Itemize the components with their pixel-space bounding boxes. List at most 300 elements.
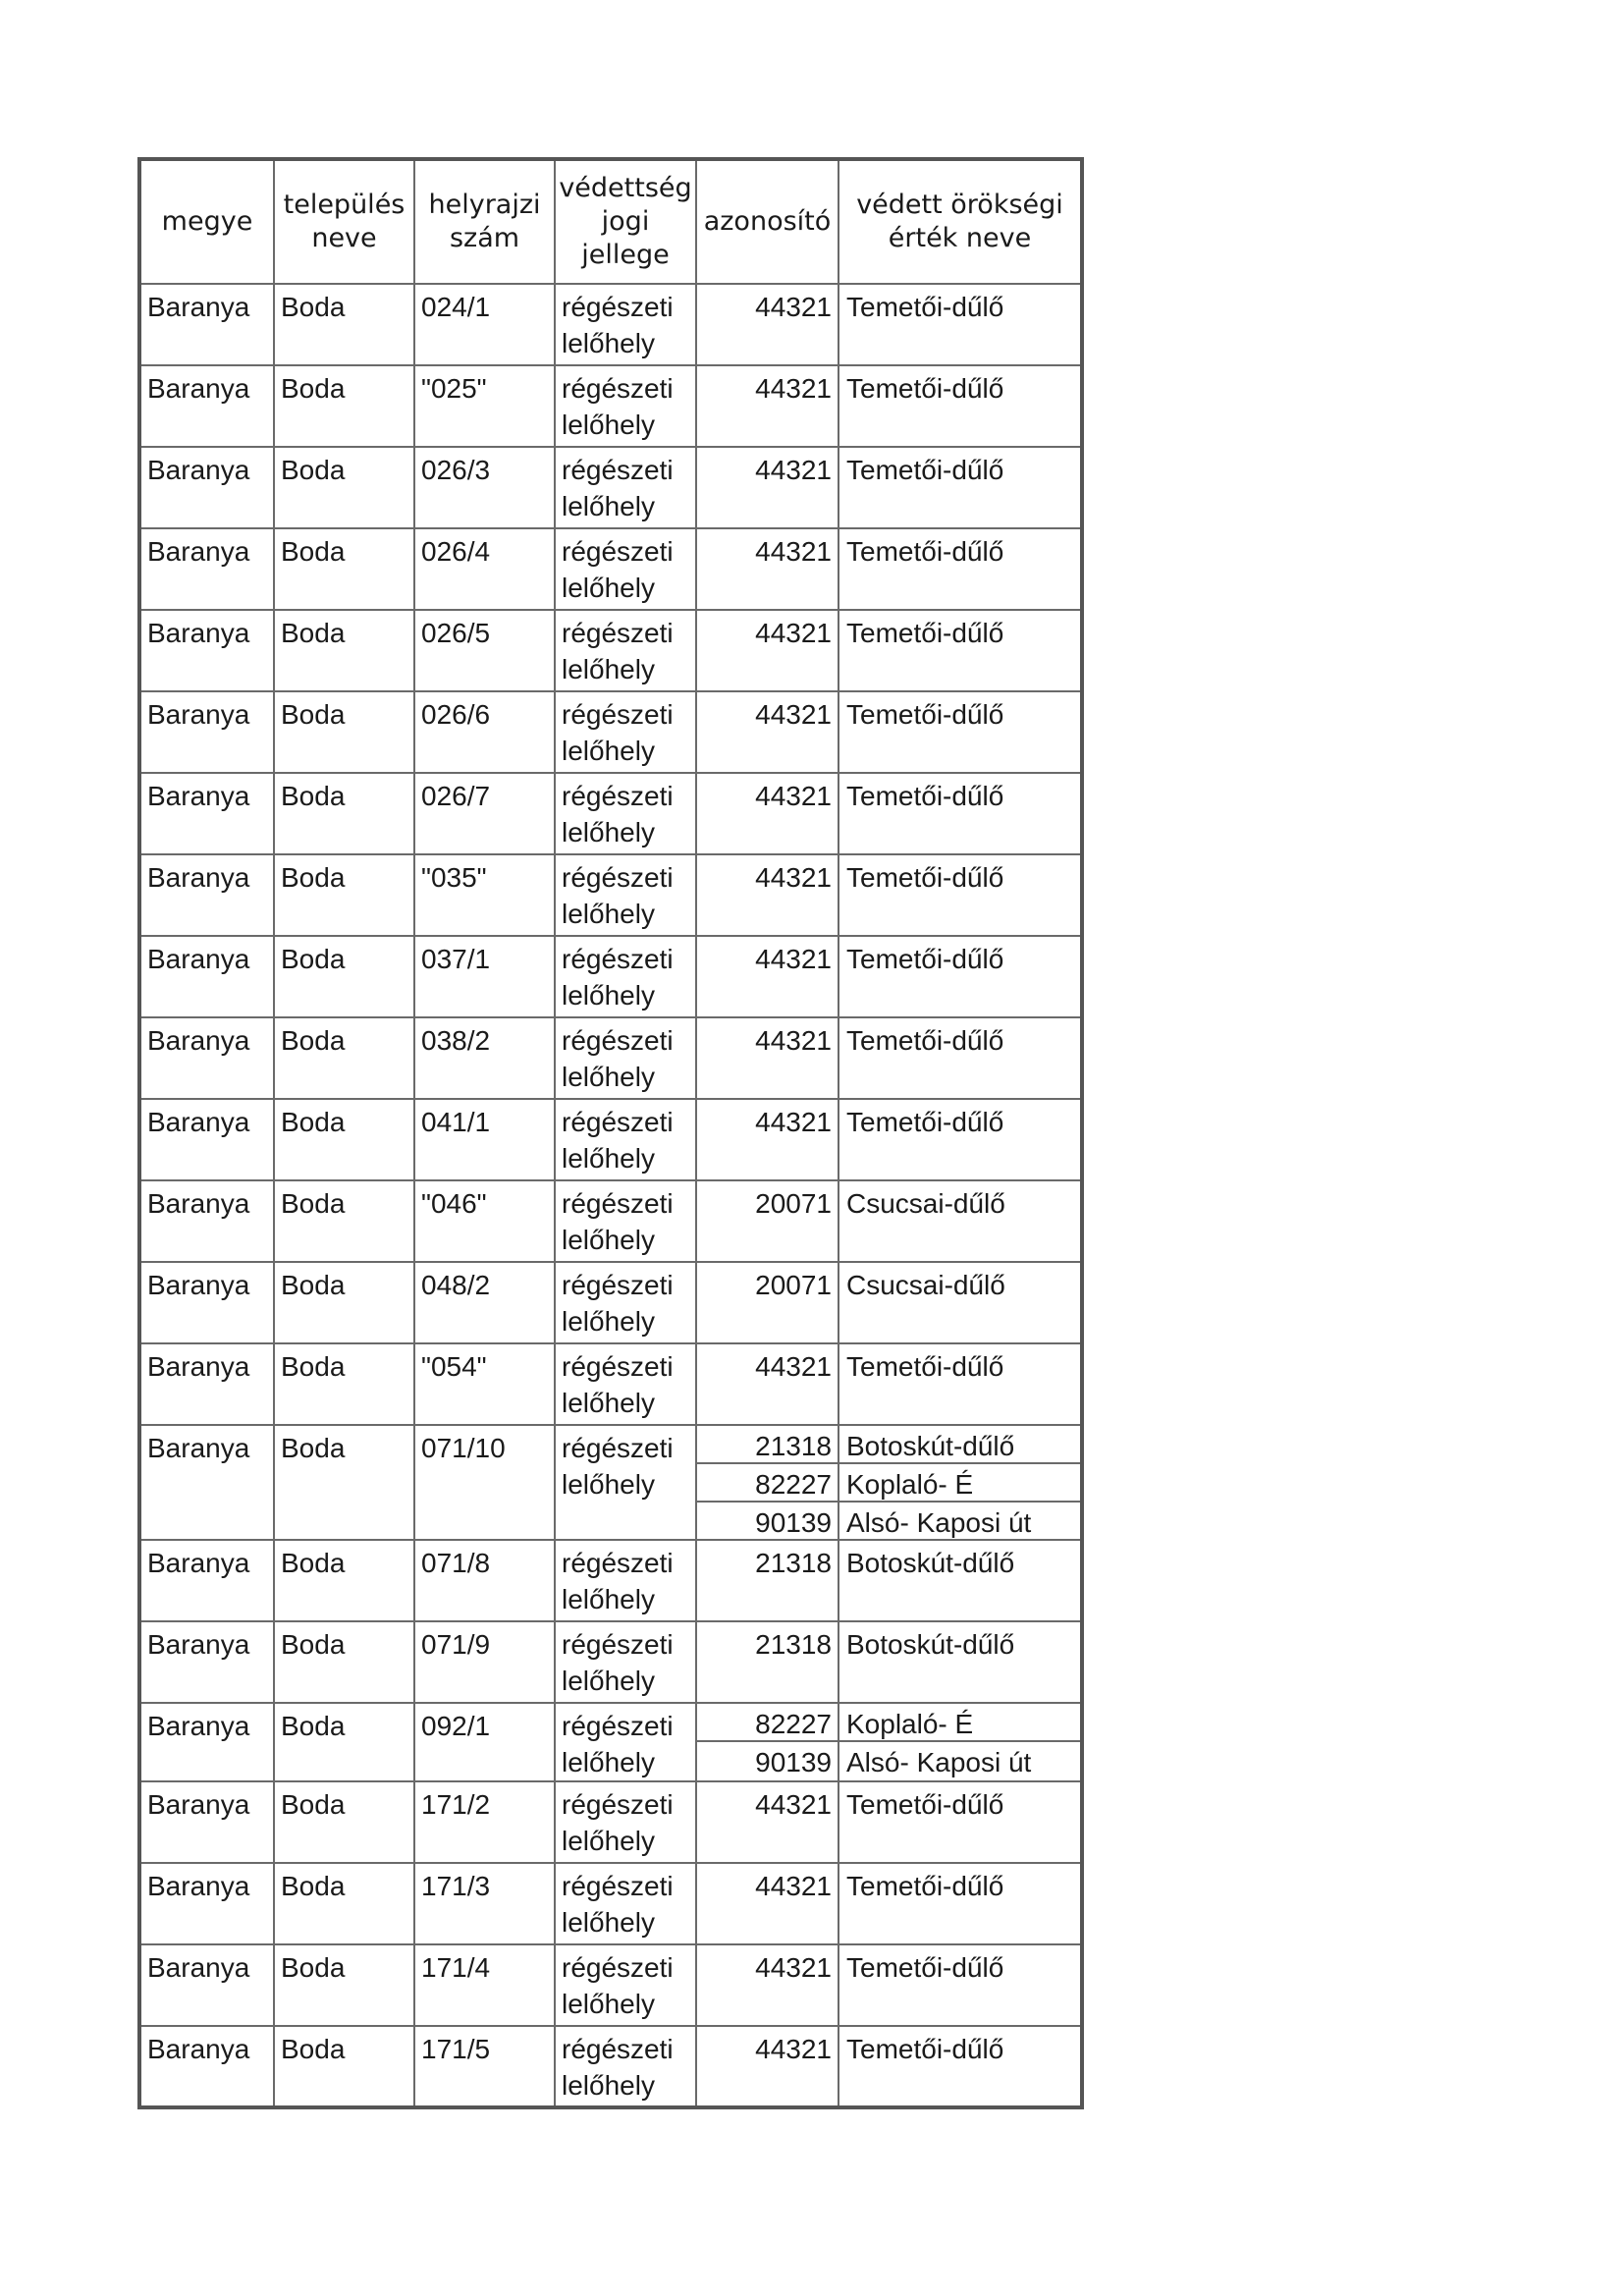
cell-ertek-neve: [839, 1180, 1082, 1262]
cell-azonosito: [696, 854, 839, 936]
cell-megye: [139, 610, 274, 691]
azonosito-entry: [697, 1501, 838, 1539]
cell-megye-text: Baranya: [147, 618, 250, 648]
ertek-neve-text: Botoskút-dűlő: [846, 1431, 1015, 1461]
header-helyrajzi-szam: helyrajzi szám: [414, 159, 555, 284]
cell-vedettseg-jelleg: [555, 610, 696, 691]
table-body: [139, 284, 1082, 2107]
cell-vedettseg-jelleg-text: régészeti lelőhely: [562, 1351, 674, 1418]
azonosito-text: 44321: [755, 292, 832, 322]
cell-megye: [139, 854, 274, 936]
ertek-neve-text: Temetői-dűlő: [846, 944, 1004, 974]
cell-megye-text: Baranya: [147, 1270, 250, 1300]
ertek-neve-text: Temetői-dűlő: [846, 1107, 1004, 1137]
cell-helyrajzi-szam-text: 071/9: [421, 1629, 491, 1660]
ertek-neve-text: Csucsai-dűlő: [846, 1270, 1005, 1300]
cell-telepules-neve: [274, 1180, 414, 1262]
cell-vedettseg-jelleg: [555, 1262, 696, 1343]
cell-helyrajzi-szam-text: 026/6: [421, 699, 491, 730]
cell-telepules-neve-text: Boda: [281, 1711, 346, 1741]
azonosito-entry: [697, 285, 838, 325]
cell-telepules-neve: [274, 365, 414, 447]
cell-telepules-neve-text: Boda: [281, 1107, 346, 1137]
azonosito-text: 82227: [755, 1709, 832, 1739]
cell-azonosito: [696, 528, 839, 610]
ertek-neve-entry: [839, 774, 1080, 814]
cell-telepules-neve: [274, 1017, 414, 1099]
cell-telepules-neve: [274, 2026, 414, 2107]
cell-helyrajzi-szam: [414, 1863, 555, 1944]
cell-ertek-neve: [839, 1099, 1082, 1180]
ertek-neve-entry: [839, 529, 1080, 570]
cell-megye: [139, 773, 274, 854]
ertek-neve-text: Temetői-dűlő: [846, 292, 1004, 322]
cell-vedettseg-jelleg: [555, 1944, 696, 2026]
azonosito-text: 44321: [755, 699, 832, 730]
cell-vedettseg-jelleg-text: régészeti lelőhely: [562, 1952, 674, 2019]
azonosito-entry: [697, 448, 838, 488]
cell-vedettseg-jelleg-text: régészeti lelőhely: [562, 373, 674, 440]
cell-helyrajzi-szam: [414, 773, 555, 854]
cell-telepules-neve-text: Boda: [281, 781, 346, 811]
cell-ertek-neve: [839, 773, 1082, 854]
cell-telepules-neve-text: Boda: [281, 2034, 346, 2064]
cell-megye: [139, 528, 274, 610]
cell-azonosito: [696, 610, 839, 691]
azonosito-text: 44321: [755, 1789, 832, 1820]
cell-telepules-neve: [274, 1262, 414, 1343]
ertek-neve-text: Temetői-dűlő: [846, 2034, 1004, 2064]
table-row: [139, 1540, 1082, 1621]
cell-vedettseg-jelleg-text: régészeti lelőhely: [562, 1629, 674, 1696]
cell-helyrajzi-szam: [414, 1099, 555, 1180]
cell-azonosito: [696, 936, 839, 1017]
cell-vedettseg-jelleg-text: régészeti lelőhely: [562, 455, 674, 521]
azonosito-entry: [697, 1740, 838, 1778]
ertek-neve-text: Alsó- Kaposi út: [846, 1747, 1032, 1777]
cell-helyrajzi-szam: [414, 1017, 555, 1099]
cell-helyrajzi-szam: [414, 1540, 555, 1621]
cell-helyrajzi-szam: [414, 1621, 555, 1703]
cell-megye-text: Baranya: [147, 944, 250, 974]
cell-megye: [139, 1180, 274, 1262]
cell-helyrajzi-szam-text: 171/5: [421, 2034, 491, 2064]
table-row: [139, 447, 1082, 528]
azonosito-text: 44321: [755, 373, 832, 404]
azonosito-text: 21318: [755, 1548, 832, 1578]
cell-vedettseg-jelleg-text: régészeti lelőhely: [562, 781, 674, 847]
cell-helyrajzi-szam: [414, 1781, 555, 1863]
cell-vedettseg-jelleg-text: régészeti lelőhely: [562, 1548, 674, 1614]
cell-vedettseg-jelleg-text: régészeti lelőhely: [562, 1433, 674, 1500]
ertek-neve-entry: [839, 1740, 1080, 1778]
azonosito-text: 44321: [755, 2034, 832, 2064]
ertek-neve-entry: [839, 1344, 1080, 1385]
ertek-neve-text: Botoskút-dűlő: [846, 1629, 1015, 1660]
cell-telepules-neve: [274, 447, 414, 528]
cell-telepules-neve: [274, 1621, 414, 1703]
azonosito-entry: [697, 1018, 838, 1059]
cell-azonosito: [696, 2026, 839, 2107]
azonosito-text: 20071: [755, 1188, 832, 1219]
cell-telepules-neve-text: Boda: [281, 373, 346, 404]
cell-azonosito: [696, 773, 839, 854]
table-row: [139, 1262, 1082, 1343]
cell-megye-text: Baranya: [147, 455, 250, 485]
cell-ertek-neve: [839, 1944, 1082, 2026]
cell-vedettseg-jelleg-text: régészeti lelőhely: [562, 862, 674, 929]
ertek-neve-text: Temetői-dűlő: [846, 618, 1004, 648]
ertek-neve-entry: [839, 611, 1080, 651]
table-row: [139, 365, 1082, 447]
ertek-neve-entry: [839, 1426, 1080, 1462]
cell-vedettseg-jelleg-text: régészeti lelőhely: [562, 944, 674, 1011]
cell-telepules-neve: [274, 1540, 414, 1621]
cell-vedettseg-jelleg: [555, 1425, 696, 1540]
cell-vedettseg-jelleg: [555, 1863, 696, 1944]
cell-helyrajzi-szam-text: "054": [421, 1351, 487, 1382]
cell-helyrajzi-szam-text: 048/2: [421, 1270, 491, 1300]
azonosito-text: 20071: [755, 1270, 832, 1300]
azonosito-text: 44321: [755, 1107, 832, 1137]
table-row: [139, 2026, 1082, 2107]
azonosito-text: 21318: [755, 1629, 832, 1660]
azonosito-entry: [697, 1945, 838, 1986]
table-row: [139, 528, 1082, 610]
cell-megye: [139, 1099, 274, 1180]
cell-helyrajzi-szam-text: "025": [421, 373, 487, 404]
cell-ertek-neve: [839, 610, 1082, 691]
ertek-neve-entry: [839, 692, 1080, 733]
table-header-row: [139, 159, 1082, 284]
ertek-neve-text: Botoskút-dűlő: [846, 1548, 1015, 1578]
table-row: [139, 1944, 1082, 2026]
cell-megye-text: Baranya: [147, 1351, 250, 1382]
cell-megye-text: Baranya: [147, 1548, 250, 1578]
ertek-neve-text: Alsó- Kaposi út: [846, 1507, 1032, 1538]
table-row: [139, 1017, 1082, 1099]
azonosito-text: 82227: [755, 1469, 832, 1500]
ertek-neve-entry: [839, 448, 1080, 488]
azonosito-entry: [697, 1462, 838, 1501]
cell-azonosito: [696, 691, 839, 773]
cell-telepules-neve: [274, 284, 414, 365]
cell-telepules-neve-text: Boda: [281, 455, 346, 485]
azonosito-entry: [697, 611, 838, 651]
azonosito-entry: [697, 1864, 838, 1904]
cell-helyrajzi-szam-text: 038/2: [421, 1025, 491, 1056]
ertek-neve-entry: [839, 1181, 1080, 1222]
cell-azonosito: [696, 1262, 839, 1343]
cell-helyrajzi-szam-text: 092/1: [421, 1711, 491, 1741]
cell-telepules-neve: [274, 854, 414, 936]
ertek-neve-text: Temetői-dűlő: [846, 699, 1004, 730]
cell-ertek-neve: [839, 447, 1082, 528]
cell-telepules-neve: [274, 610, 414, 691]
ertek-neve-entry: [839, 1782, 1080, 1823]
ertek-neve-entry: [839, 1462, 1080, 1501]
ertek-neve-text: Temetői-dűlő: [846, 1952, 1004, 1983]
cell-megye-text: Baranya: [147, 862, 250, 893]
cell-vedettseg-jelleg-text: régészeti lelőhely: [562, 536, 674, 603]
table-row: [139, 1343, 1082, 1425]
azonosito-entry: [697, 1541, 838, 1581]
cell-telepules-neve: [274, 1425, 414, 1540]
heritage-table: [137, 157, 1084, 2109]
cell-telepules-neve-text: Boda: [281, 862, 346, 893]
cell-telepules-neve-text: Boda: [281, 1629, 346, 1660]
cell-helyrajzi-szam: [414, 447, 555, 528]
cell-ertek-neve: [839, 1343, 1082, 1425]
cell-vedettseg-jelleg: [555, 1540, 696, 1621]
azonosito-entry: [697, 1100, 838, 1140]
azonosito-text: 44321: [755, 944, 832, 974]
cell-helyrajzi-szam: [414, 1703, 555, 1781]
cell-ertek-neve: [839, 1262, 1082, 1343]
cell-ertek-neve: [839, 284, 1082, 365]
cell-helyrajzi-szam: [414, 365, 555, 447]
ertek-neve-entry: [839, 1704, 1080, 1740]
cell-telepules-neve-text: Boda: [281, 1025, 346, 1056]
ertek-neve-text: Temetői-dűlő: [846, 1025, 1004, 1056]
cell-megye: [139, 1017, 274, 1099]
cell-ertek-neve: [839, 1017, 1082, 1099]
azonosito-entry: [697, 1782, 838, 1823]
cell-telepules-neve: [274, 773, 414, 854]
cell-telepules-neve: [274, 1703, 414, 1781]
cell-ertek-neve: [839, 936, 1082, 1017]
cell-ertek-neve: [839, 1425, 1082, 1540]
ertek-neve-entry: [839, 1501, 1080, 1539]
table-row: [139, 284, 1082, 365]
cell-helyrajzi-szam: [414, 1343, 555, 1425]
cell-helyrajzi-szam: [414, 1425, 555, 1540]
azonosito-entry: [697, 1181, 838, 1222]
cell-megye-text: Baranya: [147, 1629, 250, 1660]
cell-telepules-neve-text: Boda: [281, 1871, 346, 1901]
cell-telepules-neve-text: Boda: [281, 1548, 346, 1578]
azonosito-entry: [697, 1426, 838, 1462]
cell-telepules-neve-text: Boda: [281, 1952, 346, 1983]
ertek-neve-entry: [839, 1864, 1080, 1904]
cell-megye: [139, 1540, 274, 1621]
cell-telepules-neve-text: Boda: [281, 699, 346, 730]
cell-megye: [139, 1262, 274, 1343]
cell-telepules-neve-text: Boda: [281, 618, 346, 648]
table-row: [139, 854, 1082, 936]
table-row: [139, 1425, 1082, 1540]
azonosito-text: 44321: [755, 1952, 832, 1983]
azonosito-text: 90139: [755, 1507, 832, 1538]
ertek-neve-text: Temetői-dűlő: [846, 862, 1004, 893]
azonosito-text: 44321: [755, 781, 832, 811]
cell-azonosito: [696, 1017, 839, 1099]
ertek-neve-entry: [839, 1622, 1080, 1663]
cell-helyrajzi-szam-text: 171/4: [421, 1952, 491, 1983]
cell-vedettseg-jelleg-text: régészeti lelőhely: [562, 1188, 674, 1255]
cell-megye-text: Baranya: [147, 373, 250, 404]
cell-helyrajzi-szam: [414, 854, 555, 936]
cell-megye: [139, 447, 274, 528]
azonosito-entry: [697, 1704, 838, 1740]
cell-vedettseg-jelleg-text: régészeti lelőhely: [562, 699, 674, 766]
azonosito-entry: [697, 1263, 838, 1303]
cell-vedettseg-jelleg: [555, 1099, 696, 1180]
cell-telepules-neve-text: Boda: [281, 1433, 346, 1463]
ertek-neve-entry: [839, 1263, 1080, 1303]
cell-megye: [139, 1621, 274, 1703]
cell-telepules-neve: [274, 936, 414, 1017]
ertek-neve-entry: [839, 2027, 1080, 2067]
cell-ertek-neve: [839, 365, 1082, 447]
azonosito-text: 44321: [755, 1871, 832, 1901]
cell-helyrajzi-szam: [414, 936, 555, 1017]
ertek-neve-text: Csucsai-dűlő: [846, 1188, 1005, 1219]
ertek-neve-text: Temetői-dűlő: [846, 1351, 1004, 1382]
azonosito-entry: [697, 2027, 838, 2067]
ertek-neve-text: Koplaló- É: [846, 1709, 974, 1739]
cell-vedettseg-jelleg: [555, 1781, 696, 1863]
table-row: [139, 936, 1082, 1017]
table-row: [139, 1703, 1082, 1781]
cell-helyrajzi-szam-text: 026/7: [421, 781, 491, 811]
cell-ertek-neve: [839, 2026, 1082, 2107]
cell-vedettseg-jelleg: [555, 1621, 696, 1703]
cell-ertek-neve: [839, 528, 1082, 610]
cell-helyrajzi-szam: [414, 1944, 555, 2026]
cell-helyrajzi-szam-text: "046": [421, 1188, 487, 1219]
table-row: [139, 1781, 1082, 1863]
azonosito-text: 90139: [755, 1747, 832, 1777]
header-vedettseg-jogi-jellege: védettség jogi jellege: [555, 159, 696, 284]
cell-telepules-neve-text: Boda: [281, 1351, 346, 1382]
cell-vedettseg-jelleg: [555, 1343, 696, 1425]
cell-telepules-neve: [274, 691, 414, 773]
azonosito-text: 44321: [755, 862, 832, 893]
cell-ertek-neve: [839, 1540, 1082, 1621]
cell-helyrajzi-szam-text: 071/8: [421, 1548, 491, 1578]
ertek-neve-entry: [839, 1541, 1080, 1581]
cell-megye: [139, 2026, 274, 2107]
cell-helyrajzi-szam-text: 026/4: [421, 536, 491, 567]
cell-megye-text: Baranya: [147, 1871, 250, 1901]
cell-megye-text: Baranya: [147, 1025, 250, 1056]
table-row: [139, 1863, 1082, 1944]
cell-azonosito: [696, 1621, 839, 1703]
cell-megye-text: Baranya: [147, 1433, 250, 1463]
ertek-neve-entry: [839, 1945, 1080, 1986]
cell-azonosito: [696, 1540, 839, 1621]
ertek-neve-text: Koplaló- É: [846, 1469, 974, 1500]
header-telepules-neve: település neve: [274, 159, 414, 284]
cell-vedettseg-jelleg: [555, 936, 696, 1017]
azonosito-entry: [697, 937, 838, 977]
cell-megye-text: Baranya: [147, 699, 250, 730]
ertek-neve-text: Temetői-dűlő: [846, 455, 1004, 485]
cell-helyrajzi-szam: [414, 1180, 555, 1262]
cell-helyrajzi-szam-text: 037/1: [421, 944, 491, 974]
azonosito-text: 44321: [755, 455, 832, 485]
cell-telepules-neve-text: Boda: [281, 292, 346, 322]
ertek-neve-text: Temetői-dűlő: [846, 373, 1004, 404]
cell-helyrajzi-szam-text: 024/1: [421, 292, 491, 322]
ertek-neve-entry: [839, 366, 1080, 407]
cell-megye-text: Baranya: [147, 781, 250, 811]
cell-vedettseg-jelleg: [555, 447, 696, 528]
cell-megye: [139, 1425, 274, 1540]
cell-helyrajzi-szam: [414, 284, 555, 365]
azonosito-entry: [697, 774, 838, 814]
cell-helyrajzi-szam-text: 041/1: [421, 1107, 491, 1137]
cell-helyrajzi-szam: [414, 2026, 555, 2107]
cell-megye-text: Baranya: [147, 1952, 250, 1983]
azonosito-text: 21318: [755, 1431, 832, 1461]
cell-telepules-neve: [274, 1099, 414, 1180]
table-row: [139, 610, 1082, 691]
cell-helyrajzi-szam: [414, 691, 555, 773]
ertek-neve-text: Temetői-dűlő: [846, 781, 1004, 811]
cell-ertek-neve: [839, 1781, 1082, 1863]
ertek-neve-entry: [839, 937, 1080, 977]
cell-ertek-neve: [839, 691, 1082, 773]
cell-azonosito: [696, 1944, 839, 2026]
cell-megye-text: Baranya: [147, 1711, 250, 1741]
cell-helyrajzi-szam-text: "035": [421, 862, 487, 893]
cell-vedettseg-jelleg: [555, 528, 696, 610]
cell-azonosito: [696, 1180, 839, 1262]
table-row: [139, 1180, 1082, 1262]
cell-telepules-neve: [274, 1343, 414, 1425]
cell-megye: [139, 1944, 274, 2026]
cell-vedettseg-jelleg: [555, 1017, 696, 1099]
azonosito-entry: [697, 1344, 838, 1385]
cell-helyrajzi-szam: [414, 1262, 555, 1343]
table-row: [139, 773, 1082, 854]
cell-megye-text: Baranya: [147, 1789, 250, 1820]
cell-megye-text: Baranya: [147, 292, 250, 322]
cell-megye: [139, 1863, 274, 1944]
cell-megye-text: Baranya: [147, 1107, 250, 1137]
cell-telepules-neve: [274, 1863, 414, 1944]
azonosito-entry: [697, 692, 838, 733]
cell-vedettseg-jelleg-text: régészeti lelőhely: [562, 1270, 674, 1337]
cell-vedettseg-jelleg-text: régészeti lelőhely: [562, 2034, 674, 2101]
ertek-neve-text: Temetői-dűlő: [846, 1789, 1004, 1820]
header-vedett-oroksegi-ertek-neve: védett örökségi érték neve: [839, 159, 1082, 284]
cell-telepules-neve: [274, 1944, 414, 2026]
cell-ertek-neve: [839, 1621, 1082, 1703]
azonosito-text: 44321: [755, 1025, 832, 1056]
ertek-neve-entry: [839, 855, 1080, 896]
cell-megye: [139, 936, 274, 1017]
cell-vedettseg-jelleg: [555, 691, 696, 773]
cell-telepules-neve: [274, 1781, 414, 1863]
cell-ertek-neve: [839, 854, 1082, 936]
header-azonosito: azonosító: [696, 159, 839, 284]
cell-telepules-neve-text: Boda: [281, 944, 346, 974]
cell-vedettseg-jelleg-text: régészeti lelőhely: [562, 618, 674, 684]
cell-vedettseg-jelleg: [555, 2026, 696, 2107]
azonosito-text: 44321: [755, 618, 832, 648]
azonosito-text: 44321: [755, 536, 832, 567]
cell-megye: [139, 691, 274, 773]
cell-vedettseg-jelleg-text: régészeti lelőhely: [562, 1107, 674, 1174]
cell-megye: [139, 1781, 274, 1863]
ertek-neve-entry: [839, 1100, 1080, 1140]
cell-helyrajzi-szam: [414, 528, 555, 610]
cell-megye-text: Baranya: [147, 1188, 250, 1219]
cell-telepules-neve-text: Boda: [281, 1270, 346, 1300]
